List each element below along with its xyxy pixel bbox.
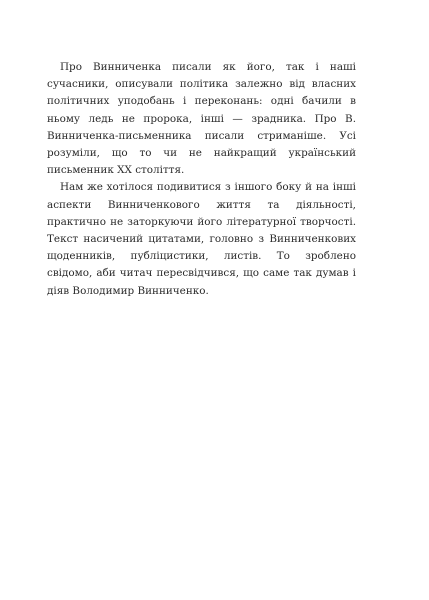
paragraph: Нам же хотілося подивитися з іншого боку й на інші аспекти Винниченкового життя та діяльності, практично не заторкуючи його літературної творчості. Текст насичений цитатами, головно з Винниченкових щоденників, публіцистики, листів. То зроблено свідомо, аби читач пересвідчився, що саме так думав і діяв Володимир Винниченко.: [47, 181, 356, 297]
page-body: [47, 59, 356, 300]
paragraph: Про Винниченка писали як його, так і наші сучасники, описували політика залежно від власних політичних уподобань і переконань: одні бачили в ньому ледь не пророка, інші — зрадника. Про В. Винниченка-письменника писали стриманіше. Усі розуміли, що то чи не найкращий український письменник ХХ століття.: [47, 61, 356, 177]
